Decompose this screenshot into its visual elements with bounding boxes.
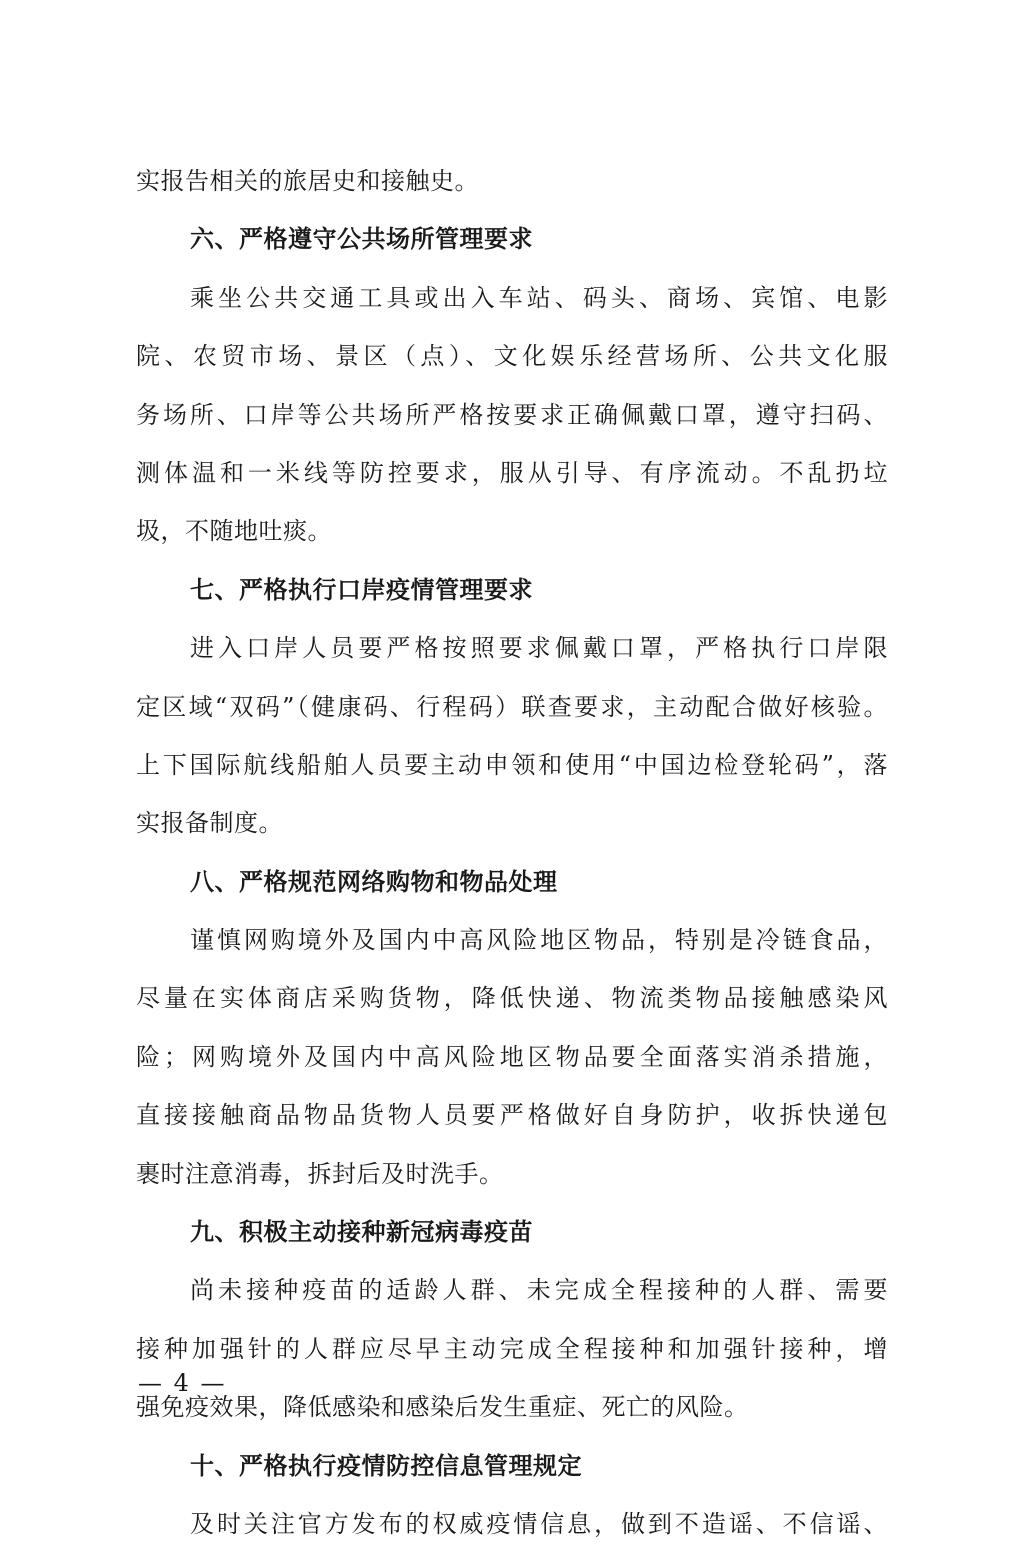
paragraph-line: 院、农贸市场、景区（点）、文化娱乐经营场所、公共文化服: [136, 342, 888, 371]
paragraph-line: 进入口岸人员要严格按照要求佩戴口罩，严格执行口岸限: [190, 634, 888, 663]
section-heading: 八、严格规范网络购物和物品处理: [190, 867, 558, 896]
section-heading: 十、严格执行疫情防控信息管理规定: [190, 1451, 582, 1480]
paragraph-line: 圾，不随地吐痰。: [136, 517, 332, 546]
paragraph-line: 实报告相关的旅居史和接触史。: [136, 167, 479, 195]
paragraph-line: 及时关注官方发布的权威疫情信息，做到不造谣、不信谣、: [190, 1509, 888, 1538]
document-body: [136, 152, 888, 1553]
paragraph-line: 务场所、口岸等公共场所严格按要求正确佩戴口罩，遵守扫码、: [136, 400, 888, 429]
paragraph-line: 定区域“双码”（健康码、行程码）联查要求，主动配合做好核验。: [136, 692, 888, 721]
paragraph-line: 尽量在实体商店采购货物，降低快递、物流类物品接触感染风: [136, 984, 888, 1013]
paragraph-line: 上下国际航线船舶人员要主动申领和使用“中国边检登轮码”，落: [136, 750, 888, 779]
paragraph-line: 测体温和一米线等防控要求，服从引导、有序流动。不乱扔垃: [136, 458, 888, 487]
paragraph-line: 接种加强针的人群应尽早主动完成全程接种和加强针接种，增: [136, 1334, 888, 1363]
paragraph-line: 实报备制度。: [136, 809, 283, 838]
paragraph-line: 直接接触商品物品货物人员要严格做好自身防护，收拆快递包: [136, 1101, 888, 1130]
section-heading: 九、积极主动接种新冠病毒疫苗: [190, 1218, 533, 1247]
paragraph-line: 裹时注意消毒，拆封后及时洗手。: [136, 1159, 504, 1188]
section-heading: 七、严格执行口岸疫情管理要求: [190, 575, 533, 604]
page-number: — 4 —: [138, 1369, 227, 1397]
section-heading: 六、严格遵守公共场所管理要求: [190, 225, 533, 254]
paragraph-line: 强免疫效果，降低感染和感染后发生重症、死亡的风险。: [136, 1393, 749, 1422]
paragraph-line: 谨慎网购境外及国内中高风险地区物品，特别是冷链食品，: [190, 926, 888, 955]
paragraph-line: 险；网购境外及国内中高风险地区物品要全面落实消杀措施，: [136, 1042, 888, 1071]
paragraph-line: 乘坐公共交通工具或出入车站、码头、商场、宾馆、电影: [190, 283, 888, 312]
paragraph-line: 尚未接种疫苗的适龄人群、未完成全程接种的人群、需要: [190, 1276, 888, 1305]
